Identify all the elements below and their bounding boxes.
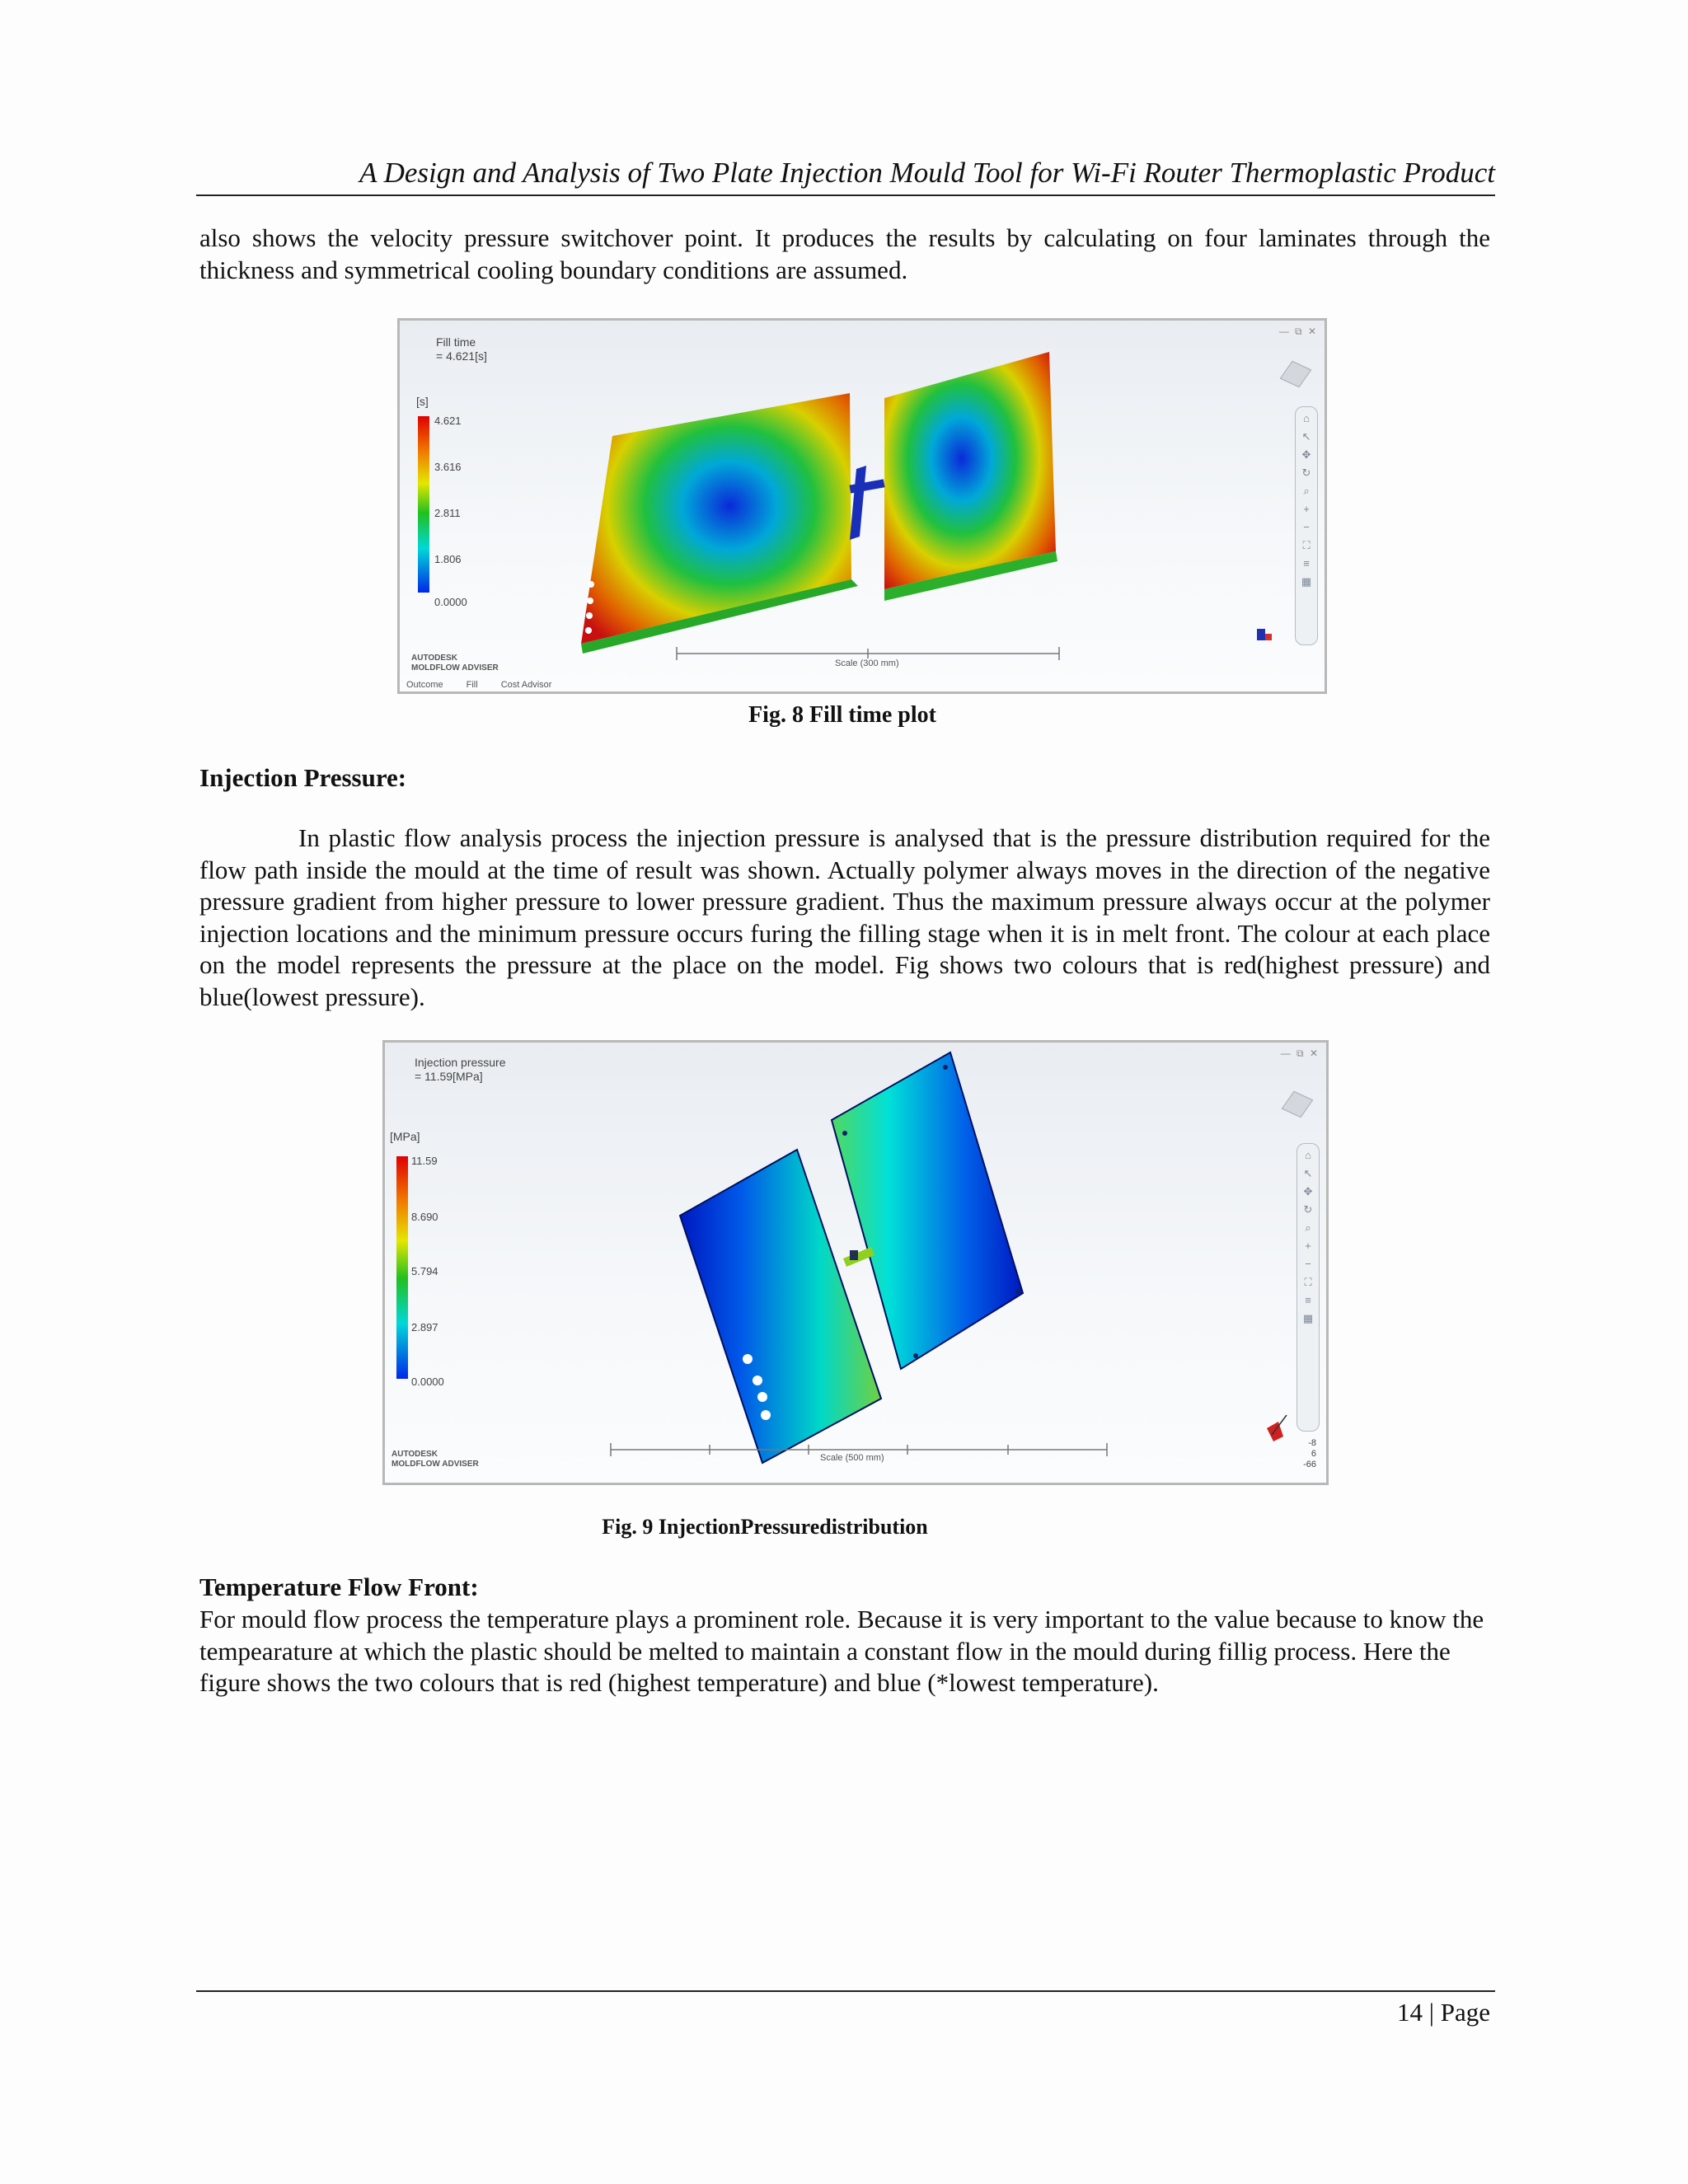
temperature-flow-front-heading: Temperature Flow Front:	[199, 1572, 479, 1601]
temperature-flow-front-paragraph: For mould flow process the temperature plays a prominent role. Because it is very important to the value because to know the tempearature at which the plastic should be melted to maintain a constant flow in the mould during fillig process. Here the figure shows the two colours that is red (highest temperature) and blue (*lowest temperature).	[199, 1605, 1484, 1697]
result-name: Fill time	[436, 335, 476, 349]
pan-icon[interactable]: ✥	[1303, 1185, 1313, 1197]
figure-8-caption: Fig. 8 Fill time plot	[748, 702, 936, 728]
injection-pressure-heading: Injection Pressure:	[199, 763, 407, 792]
vent-hole	[757, 1392, 767, 1402]
window-controls[interactable]: — ⧉ ✕	[1280, 1047, 1320, 1059]
legend-label: 1.806	[434, 553, 462, 565]
measure-icon[interactable]: ▦	[1302, 1312, 1314, 1324]
cavity-plate-left	[680, 1150, 881, 1463]
triad-icon	[1267, 1422, 1283, 1441]
section-icon[interactable]: ≡	[1305, 1294, 1311, 1306]
select-icon[interactable]: ↖	[1301, 430, 1311, 443]
cavity-plate-right	[884, 352, 1056, 589]
window-controls[interactable]: — ⧉ ✕	[1278, 326, 1318, 337]
vent-hole	[753, 1376, 762, 1385]
fit-icon[interactable]: ⛶	[1304, 1276, 1312, 1288]
figure-9-caption: Fig. 9 InjectionPressuredistribution	[602, 1515, 928, 1539]
runner	[843, 1247, 874, 1267]
legend-unit: [MPa]	[390, 1130, 420, 1143]
legend-label: 11.59	[411, 1155, 438, 1167]
cavity-plate-left	[581, 393, 851, 644]
zoom-icon[interactable]: ⌕	[1303, 485, 1310, 497]
measure-icon[interactable]: ▦	[1301, 575, 1312, 588]
zoom-icon[interactable]: ⌕	[1305, 1221, 1311, 1234]
home-icon[interactable]: ⌂	[1303, 412, 1310, 424]
tab-fill[interactable]: Fill	[466, 680, 478, 690]
fit-icon[interactable]: ⛶	[1302, 539, 1311, 551]
vent-hole	[761, 1410, 771, 1420]
legend-unit: [s]	[416, 395, 429, 408]
tab-cost-advisor[interactable]: Cost Advisor	[500, 680, 552, 690]
footer-rule	[196, 1990, 1495, 1992]
view-toolbar	[1296, 1143, 1320, 1432]
scale-label: Scale (300 mm)	[835, 658, 899, 668]
moldflow-brand: AUTODESK MOLDFLOW ADVISER	[392, 1450, 479, 1469]
select-icon[interactable]: ↖	[1303, 1167, 1313, 1179]
home-icon[interactable]: ⌂	[1305, 1149, 1311, 1161]
moldflow-brand: AUTODESK MOLDFLOW ADVISER	[411, 654, 499, 673]
legend-label: 2.897	[411, 1321, 438, 1333]
intro-paragraph: also shows the velocity pressure switchover point. It produces the results by calculating on four laminates through the thickness and symmetrical cooling boundary conditions are assumed.	[199, 223, 1490, 284]
legend-label: 8.690	[411, 1211, 438, 1223]
legend-label: 2.811	[434, 507, 461, 519]
triad-readout: -8 6 -66	[1303, 1438, 1316, 1469]
fill-time-model	[400, 321, 1327, 694]
pan-icon[interactable]: ✥	[1301, 448, 1311, 461]
injection-pressure-paragraph: In plastic flow analysis process the injection pressure is analysed that is the pressure distribution required for the flow path inside the mould at the time of result was shown. Actually polymer always moves in the direction of the negative pressure gradient from higher pressure to lower pressure gradient. Thus the maximum pressure always occur at the polymer injection locations and the minimum pressure occurs furing the filling stage when it is in melt front. The colour at each place on the model represents the pressure at the place on the model. Fig shows two colours that is red(highest pressure) and blue(lowest pressure).	[199, 823, 1490, 1011]
rotate-icon[interactable]: ↻	[1303, 1203, 1313, 1216]
injection-pressure-figure	[382, 1040, 1329, 1485]
rotate-icon[interactable]: ↻	[1301, 466, 1311, 479]
legend-label: 0.0000	[434, 596, 467, 608]
scale-label: Scale (500 mm)	[820, 1453, 884, 1463]
gate	[850, 1250, 858, 1260]
result-name: Injection pressure	[415, 1056, 506, 1069]
cavity-plate-right	[832, 1052, 1023, 1369]
legend-label: 5.794	[411, 1265, 438, 1277]
legend-label: 0.0000	[411, 1376, 444, 1388]
view-toolbar	[1295, 406, 1318, 645]
zoom-in-icon[interactable]: +	[1305, 1240, 1311, 1252]
vent-hole	[586, 612, 593, 619]
vent-hole	[587, 598, 593, 604]
result-tabs	[406, 680, 551, 690]
vent-hole	[588, 581, 594, 588]
running-head: A Design and Analysis of Two Plate Injection Mould Tool for Wi-Fi Router Thermoplastic Product	[196, 157, 1495, 196]
zoom-out-icon[interactable]: −	[1303, 521, 1310, 533]
zoom-out-icon[interactable]: −	[1305, 1258, 1311, 1270]
section-icon[interactable]: ≡	[1303, 557, 1310, 569]
legend-label: 3.616	[434, 461, 462, 473]
vent-hole	[585, 627, 592, 634]
result-value: = 4.621[s]	[436, 349, 487, 363]
zoom-in-icon[interactable]: +	[1303, 503, 1310, 515]
sprue	[850, 466, 866, 540]
fill-time-figure	[397, 318, 1327, 694]
injection-pressure-model	[385, 1043, 1329, 1485]
triad-icon	[1257, 629, 1265, 640]
page-number: 14 | Page	[1397, 1998, 1490, 2027]
legend-label: 4.621	[434, 415, 462, 427]
tab-outcome[interactable]: Outcome	[406, 680, 443, 690]
result-value: = 11.59[MPa]	[415, 1070, 483, 1083]
vent-hole	[743, 1354, 753, 1364]
